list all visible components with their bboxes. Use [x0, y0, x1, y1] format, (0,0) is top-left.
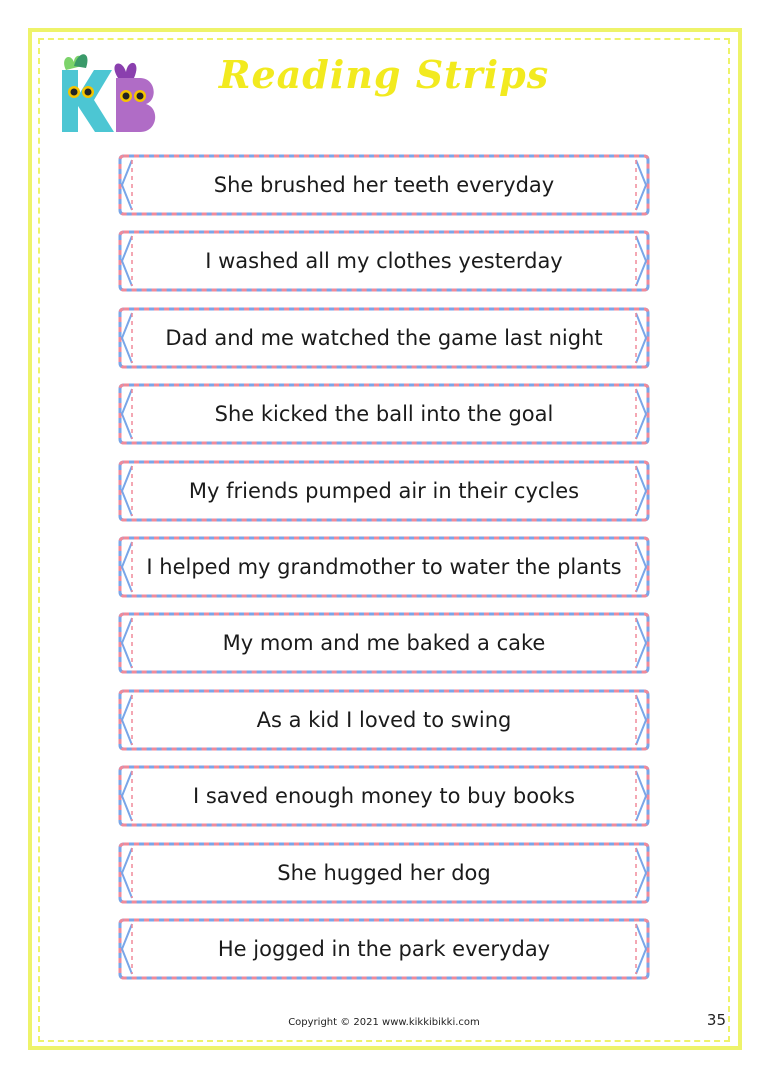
strip-text: He jogged in the park everyday: [217, 936, 551, 961]
strip-text: Dad and me watched the game last night: [165, 325, 603, 350]
strip-text: She kicked the ball into the goal: [214, 402, 554, 427]
strip-text: My mom and me baked a cake: [222, 631, 546, 656]
reading-strip: [118, 536, 650, 598]
reading-strip: [118, 230, 650, 292]
strip-text: She hugged her dog: [277, 860, 491, 885]
reading-strip: [118, 842, 650, 904]
reading-strip: [118, 460, 650, 522]
strip-text: I washed all my clothes yesterday: [205, 249, 563, 274]
reading-strip: [118, 765, 650, 827]
copyright-footer: Copyright © 2021 www.kikkibikki.com: [288, 1017, 480, 1028]
reading-strip: [118, 918, 650, 980]
strip-text: My friends pumped air in their cycles: [188, 478, 580, 503]
reading-strip: [118, 154, 650, 216]
reading-strip: [118, 612, 650, 674]
page-number: 35: [706, 1011, 726, 1029]
page-title: Reading Strips: [218, 52, 550, 97]
reading-strip: [118, 307, 650, 369]
reading-strip: [118, 689, 650, 751]
strip-text: I helped my grandmother to water the plants: [146, 554, 622, 579]
strip-text: She brushed her teeth everyday: [213, 173, 555, 197]
reading-strip: [118, 383, 650, 445]
strip-text: I saved enough money to buy books: [193, 784, 575, 809]
strip-text: As a kid I loved to swing: [256, 707, 512, 732]
reading-strips-list: [118, 154, 650, 994]
